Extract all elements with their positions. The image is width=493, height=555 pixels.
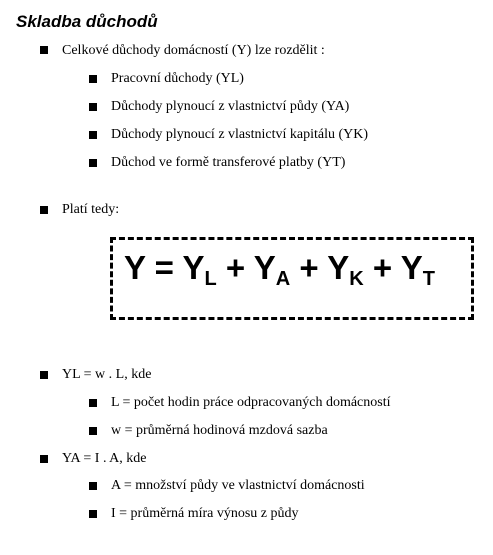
bullet xyxy=(89,482,97,490)
intro-item: Důchody plynoucí z vlastnictví kapitálu (YK) xyxy=(111,127,368,142)
bullet xyxy=(89,103,97,111)
intro-text: Celkové důchody domácností (Y) lze rozdělit : xyxy=(62,43,325,58)
formula xyxy=(124,248,435,299)
bullet xyxy=(40,206,48,214)
formula-term-yt: $Y_T$ xyxy=(400,249,435,290)
formula-equals: = xyxy=(154,249,174,286)
formula-term-ya: $Y_A$ xyxy=(253,249,291,290)
bullet xyxy=(89,131,97,139)
formula-plus: + xyxy=(299,249,319,286)
intro-item: Důchod ve formě transferové platby (YT) xyxy=(111,155,346,170)
bullet xyxy=(89,510,97,518)
plati-text: Platí tedy: xyxy=(62,202,120,217)
formula-plus: + xyxy=(372,249,393,286)
ya-text: YA = I . A, kde xyxy=(62,451,147,466)
bullet xyxy=(40,371,48,379)
intro-item: Pracovní důchody (YL) xyxy=(111,71,244,86)
intro-item: Důchody plynoucí z vlastnictví půdy (YA) xyxy=(111,99,350,114)
bullet xyxy=(40,46,48,54)
formula-term-yk: $Y_K$ xyxy=(327,249,364,290)
yl-item: L = počet hodin práce odpracovaných domácností xyxy=(111,395,391,410)
page-title: Skladba důchodů xyxy=(16,12,158,31)
ya-item: I = průměrná míra výnosu z půdy xyxy=(111,506,299,521)
formula-y: Y xyxy=(124,249,146,286)
yl-item: w = průměrná hodinová mzdová sazba xyxy=(111,423,328,438)
bullet xyxy=(89,399,97,407)
bullet xyxy=(89,75,97,83)
formula-plus: + xyxy=(225,249,246,286)
bullet xyxy=(89,427,97,435)
bullet xyxy=(89,159,97,167)
bullet xyxy=(40,455,48,463)
formula-term-yl: $Y_L$ xyxy=(182,249,217,290)
ya-item: A = množství půdy ve vlastnictví domácnosti xyxy=(111,478,365,493)
yl-text: YL = w . L, kde xyxy=(62,367,152,382)
